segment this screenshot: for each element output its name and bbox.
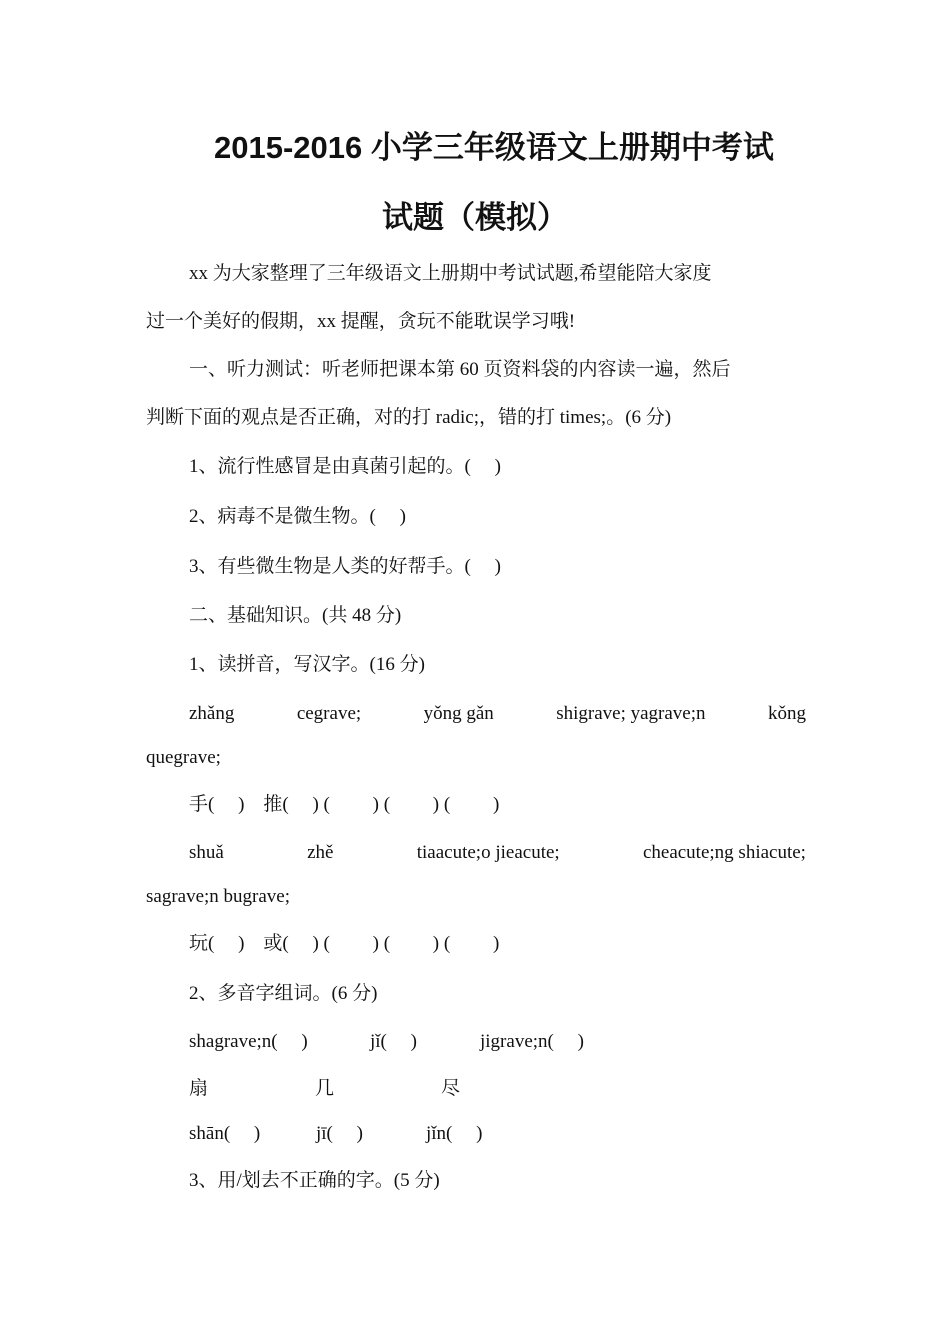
- polyphone-item: shagrave;n( ): [189, 1031, 308, 1052]
- polyphone-row-1: [189, 1030, 806, 1054]
- pinyin-row-1-wrap: quegrave;: [146, 747, 221, 768]
- question-1: 1、流行性感冒是由真菌引起的。( ): [189, 456, 501, 477]
- blanks-row-1: 手( ) 推( ) ( ) ( ) ( ): [189, 794, 500, 815]
- section-2-2-heading: 2、多音字组词。(6 分): [189, 983, 378, 1004]
- pinyin-item: zhě: [307, 842, 334, 863]
- pinyin-item: zhǎng: [189, 703, 235, 724]
- pinyin-item: yǒng gǎn: [423, 703, 494, 724]
- pinyin-item: cheacute;ng shiacute;: [642, 842, 806, 863]
- section-1-line-1: 一、听力测试：听老师把课本第 60 页资料袋的内容读一遍，然后: [189, 359, 731, 380]
- polyphone-row-3: [189, 1122, 806, 1146]
- blanks-row-2: 玩( ) 或( ) ( ) ( ) ( ): [189, 933, 500, 954]
- section-2-3-heading: 3、用/划去不正确的字。(5 分): [189, 1170, 440, 1191]
- pinyin-item: tiaacute;o jieacute;: [416, 842, 560, 863]
- pinyin-row-2: [189, 841, 806, 865]
- title-line-1: 2015-2016 小学三年级语文上册期中考试: [214, 130, 774, 165]
- section-2-1-heading: 1、读拼音，写汉字。(16 分): [189, 654, 425, 675]
- polyphone-item: jǐn( ): [426, 1123, 483, 1144]
- polyphone-item: jǐ( ): [370, 1031, 417, 1052]
- polyphone-row-2: [189, 1077, 806, 1101]
- pinyin-item: cegrave;: [296, 703, 362, 724]
- question-2: 2、病毒不是微生物。( ): [189, 506, 406, 527]
- pinyin-row-2-wrap: sagrave;n bugrave;: [146, 886, 291, 907]
- question-3: 3、有些微生物是人类的好帮手。( ): [189, 556, 501, 577]
- polyphone-char: 几: [315, 1078, 335, 1099]
- title-line-2: 试题（模拟）: [382, 200, 568, 235]
- polyphone-item: jigrave;n( ): [480, 1031, 584, 1052]
- section-2-heading: 二、基础知识。(共 48 分): [189, 605, 402, 626]
- pinyin-item: shigrave; yagrave;n: [556, 703, 706, 724]
- polyphone-char: 扇: [189, 1078, 209, 1099]
- section-1-line-2: 判断下面的观点是否正确，对的打 radic;，错的打 times;。(6 分): [146, 407, 672, 428]
- polyphone-item: shān( ): [189, 1123, 261, 1144]
- intro-line-2: 过一个美好的假期，xx 提醒，贪玩不能耽误学习哦!: [146, 311, 576, 332]
- polyphone-item: jī( ): [316, 1123, 363, 1144]
- pinyin-item: kǒng: [767, 703, 806, 724]
- pinyin-row-1: [189, 702, 806, 726]
- pinyin-item: shuǎ: [189, 842, 224, 863]
- polyphone-char: 尽: [441, 1078, 461, 1099]
- intro-line-1: xx 为大家整理了三年级语文上册期中考试试题,希望能陪大家度: [189, 263, 712, 284]
